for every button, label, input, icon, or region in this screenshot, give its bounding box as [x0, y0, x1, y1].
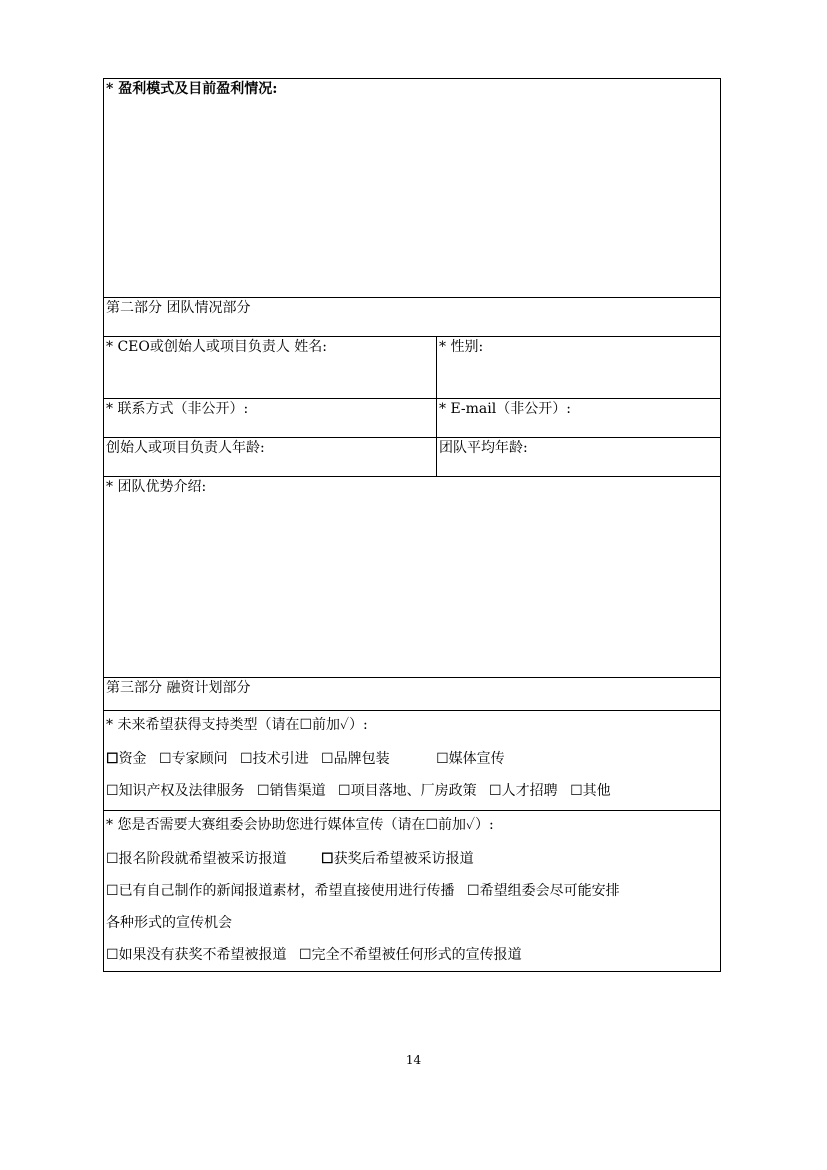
profit-cell[interactable]: [104, 79, 721, 298]
ceo-name-label: * CEO或创始人或项目负责人 姓名:: [106, 339, 328, 355]
section2-row: [104, 298, 721, 337]
profit-label: * 盈利模式及目前盈利情况:: [106, 81, 278, 97]
checkbox-icon[interactable]: ☐: [436, 751, 449, 767]
media-row: [104, 811, 721, 972]
media-options-row1: [106, 843, 718, 875]
checkbox-icon[interactable]: ☐: [489, 783, 502, 799]
media-options-row3: [106, 939, 718, 971]
support-option-other[interactable]: ☐其他: [570, 783, 611, 799]
application-form-table: [103, 78, 721, 972]
support-option-landing[interactable]: ☐项目落地、厂房政策: [338, 783, 477, 799]
media-options-row2-cont: [106, 907, 718, 939]
profit-row: [104, 79, 721, 298]
support-cell: [104, 711, 721, 811]
team-advantage-row: [104, 477, 721, 678]
email-cell[interactable]: [437, 399, 721, 438]
checkbox-icon[interactable]: ☐: [106, 783, 119, 799]
checkbox-icon[interactable]: ☐: [106, 947, 119, 963]
support-option-expert[interactable]: ☐专家顾问: [159, 751, 228, 767]
section2-title: 第二部分 团队情况部分: [106, 300, 251, 316]
media-options-row2: [106, 875, 718, 907]
media-label: * 您是否需要大赛组委会协助您进行媒体宣传（请在☐前加✓）:: [106, 817, 494, 833]
checkbox-icon[interactable]: ☐: [299, 947, 312, 963]
checkbox-icon[interactable]: ☐: [321, 851, 334, 867]
checkbox-icon[interactable]: ☐: [467, 883, 480, 899]
section3-row: [104, 678, 721, 711]
page-number: 14: [405, 1053, 422, 1067]
checkbox-icon[interactable]: ☐: [106, 883, 119, 899]
support-option-tech[interactable]: ☐技术引进: [240, 751, 309, 767]
support-option-ip-legal[interactable]: ☐知识产权及法律服务: [106, 783, 245, 799]
founder-age-label: 创始人或项目负责人年龄:: [106, 440, 265, 456]
checkbox-icon[interactable]: ☐: [106, 851, 119, 867]
team-advantage-cell[interactable]: [104, 477, 721, 678]
section3-title: 第三部分 融资计划部分: [106, 680, 251, 696]
support-option-media[interactable]: ☐媒体宣传: [436, 751, 505, 767]
media-option-interview-award[interactable]: ☐获奖后希望被采访报道: [321, 851, 474, 867]
checkbox-icon[interactable]: ☐: [257, 783, 270, 799]
team-avg-age-cell[interactable]: [437, 438, 721, 477]
support-option-talent[interactable]: ☐人才招聘: [489, 783, 558, 799]
founder-age-cell[interactable]: [104, 438, 437, 477]
checkbox-icon[interactable]: ☐: [106, 751, 119, 767]
ceo-name-cell[interactable]: [104, 337, 437, 399]
phone-cell[interactable]: [104, 399, 437, 438]
support-option-sales[interactable]: ☐销售渠道: [257, 783, 326, 799]
gender-label: * 性别:: [439, 339, 484, 355]
gender-cell[interactable]: [437, 337, 721, 399]
checkbox-icon[interactable]: ☐: [159, 751, 172, 767]
checkbox-icon[interactable]: ☐: [338, 783, 351, 799]
media-option-own-material[interactable]: ☐已有自己制作的新闻报道素材，希望直接使用进行传播: [106, 883, 455, 899]
support-row: [104, 711, 721, 811]
team-avg-age-label: 团队平均年龄:: [439, 440, 528, 456]
section2-cell: [104, 298, 721, 337]
age-row: [104, 438, 721, 477]
media-option-arrange[interactable]: ☐希望组委会尽可能安排: [467, 883, 620, 899]
checkbox-icon[interactable]: ☐: [321, 751, 334, 767]
support-option-brand[interactable]: ☐品牌包装: [321, 751, 390, 767]
media-cell: [104, 811, 721, 972]
support-label: * 未来希望获得支持类型（请在☐前加✓）:: [106, 717, 368, 733]
contact-row: [104, 399, 721, 438]
media-option-interview-signup[interactable]: ☐报名阶段就希望被采访报道: [106, 851, 287, 867]
support-option-funding[interactable]: ☐资金: [106, 751, 147, 767]
team-advantage-label: * 团队优势介绍:: [106, 479, 207, 495]
checkbox-icon[interactable]: ☐: [240, 751, 253, 767]
section3-cell: [104, 678, 721, 711]
support-options-row2: [106, 775, 718, 807]
support-options-row1: [106, 743, 718, 775]
media-option-no-report[interactable]: ☐完全不希望被任何形式的宣传报道: [299, 947, 522, 963]
phone-label: * 联系方式（非公开）:: [106, 401, 249, 417]
checkbox-icon[interactable]: ☐: [570, 783, 583, 799]
ceo-row: [104, 337, 721, 399]
media-option-no-award-no-report[interactable]: ☐如果没有获奖不希望被报道: [106, 947, 287, 963]
email-label: * E-mail（非公开）:: [439, 401, 571, 417]
media-option-arrange-cont: 各种形式的宣传机会: [106, 915, 232, 931]
